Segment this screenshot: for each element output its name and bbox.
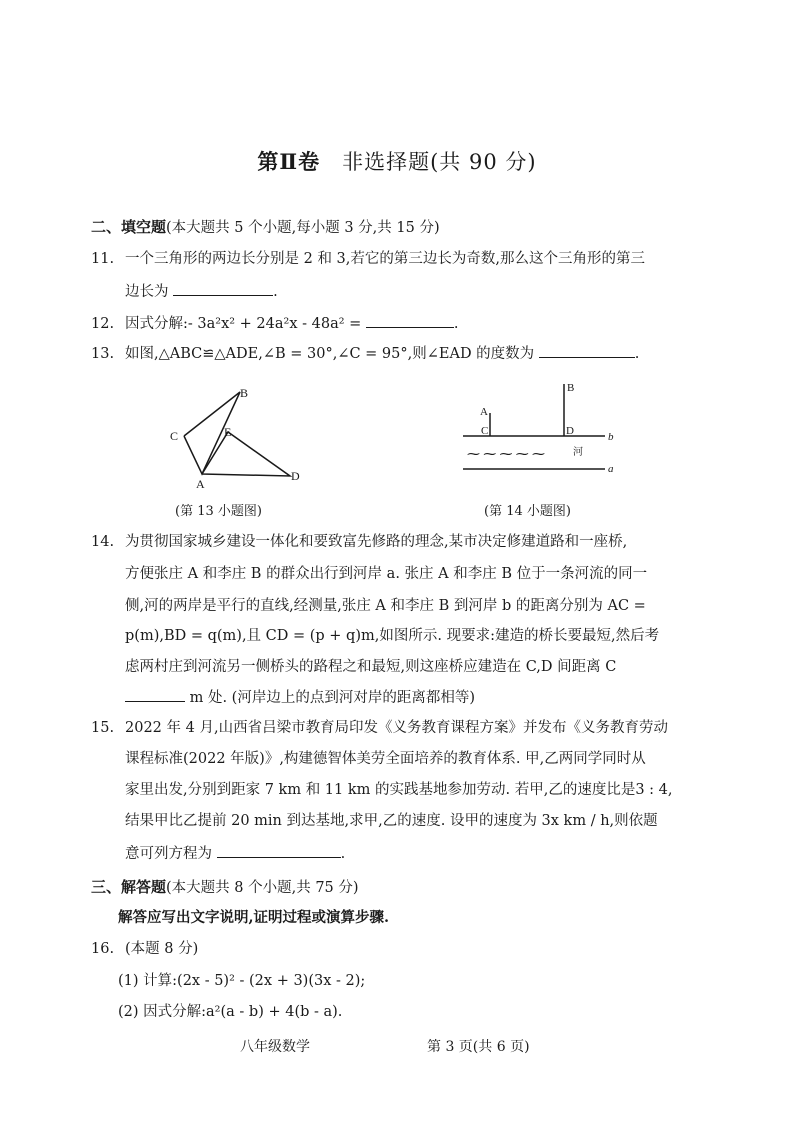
figure-13-caption: (第 13 小题图)	[175, 504, 262, 519]
question-15-line2: 课程标准(2022 年版)》,构建德智体美劳全面培养的教育体系. 甲,乙两同学同时从	[125, 751, 646, 767]
triangle-abc	[184, 392, 240, 474]
figure-14	[455, 378, 625, 478]
title-part: 第Ⅱ卷	[257, 149, 321, 174]
river-waves: ⁓ ⁓ ⁓ ⁓ ⁓	[467, 446, 545, 461]
question-text: .	[340, 846, 346, 862]
section-3-instruction: 解答应写出文字说明,证明过程或演算步骤.	[118, 909, 390, 926]
label-c: C	[170, 429, 179, 443]
question-text: .	[453, 316, 459, 332]
question-14	[91, 532, 627, 552]
answer-blank[interactable]	[539, 343, 635, 358]
label-c: C	[481, 425, 489, 437]
question-number: 11.	[91, 251, 115, 267]
question-text: m 处. (河岸边上的点到河对岸的距离都相等)	[189, 690, 475, 706]
question-11	[91, 249, 645, 269]
question-14-line6	[125, 687, 475, 708]
section-3-title: 三、解答题	[91, 878, 167, 896]
question-text: 意可列方程为	[125, 846, 212, 862]
answer-blank[interactable]	[173, 281, 273, 296]
page-title	[0, 146, 794, 176]
section-2-note: (本大题共 5 个小题,每小题 3 分,共 15 分)	[166, 220, 440, 236]
label-e: E	[224, 425, 232, 439]
question-text: 2022 年 4 月,山西省吕梁市教育局印发《义务教育课程方案》并发布《义务教育劳动	[125, 720, 669, 736]
question-text: 如图,△ABC≌△ADE,∠B = 30°,∠C = 95°,则∠EAD 的度数为	[125, 346, 535, 362]
question-16	[91, 939, 198, 959]
question-14-line3: 侧,河的两岸是平行的直线,经测量,张庄 A 和李庄 B 到河岸 b 的距离分别为 AC =	[125, 598, 646, 614]
question-number: 15.	[91, 720, 115, 736]
answer-blank[interactable]	[125, 687, 185, 702]
section-3-heading	[91, 876, 359, 897]
question-text: 因式分解:- 3a²x² + 24a²x - 48a² =	[125, 316, 362, 332]
question-14-line2: 方便张庄 A 和李庄 B 的群众出行到河岸 a. 张庄 A 和李庄 B 位于一条河流的同一	[125, 566, 648, 582]
section-2-heading	[91, 216, 440, 237]
section-3-note: (本大题共 8 个小题,共 75 分)	[166, 880, 359, 896]
label-b: B	[240, 386, 249, 400]
question-number: 16.	[91, 941, 115, 957]
label-a: A	[196, 477, 205, 490]
label-b-bank: b	[608, 431, 614, 443]
label-a-bank: a	[608, 463, 614, 475]
question-text: 为贯彻国家城乡建设一体化和要致富先修路的理念,某市决定修建道路和一座桥,	[125, 534, 628, 550]
question-11-line2	[125, 281, 278, 302]
question-14-line4: p(m),BD = q(m),且 CD = (p + q)m,如图所示. 现要求:建造的桥长要最短,然后考	[125, 628, 660, 644]
question-text: (本题 8 分)	[125, 941, 199, 957]
question-text: .	[273, 284, 278, 300]
question-16-part1: (1) 计算:(2x - 5)² - (2x + 3)(3x - 2);	[118, 973, 366, 989]
figure-13	[160, 380, 320, 490]
question-number: 12.	[91, 316, 115, 332]
question-text: 一个三角形的两边长分别是 2 和 3,若它的第三边长为奇数,那么这个三角形的第三	[125, 251, 645, 267]
question-15-line5	[125, 843, 345, 864]
label-d: D	[566, 425, 574, 437]
question-15-line3: 家里出发,分别到距家 7 km 和 11 km 的实践基地参加劳动. 若甲,乙的速度比是3 : 4,	[125, 782, 673, 798]
question-text: .	[634, 346, 640, 362]
triangle-ade	[202, 432, 290, 476]
answer-blank[interactable]	[217, 843, 341, 858]
question-number: 13.	[91, 346, 115, 362]
figure-14-caption: (第 14 小题图)	[484, 504, 571, 519]
footer-page: 第 3 页(共 6 页)	[427, 1039, 530, 1055]
question-15-line4: 结果甲比乙提前 20 min 到达基地,求甲,乙的速度. 设甲的速度为 3x km / h,则依题	[125, 813, 658, 829]
answer-blank[interactable]	[366, 313, 454, 328]
question-number: 14.	[91, 534, 115, 550]
label-d: D	[291, 469, 300, 483]
title-name: 非选择题(共 90 分)	[342, 150, 537, 174]
label-b: B	[567, 382, 575, 394]
question-12	[91, 313, 459, 334]
question-text: 边长为	[125, 284, 169, 300]
question-16-part2: (2) 因式分解:a²(a - b) + 4(b - a).	[118, 1004, 343, 1020]
question-13	[91, 343, 639, 364]
question-14-line5: 虑两村庄到河流另一侧桥头的路程之和最短,则这座桥应建造在 C,D 间距离 C	[125, 659, 617, 675]
label-river: 河	[573, 447, 583, 458]
footer-subject: 八年级数学	[240, 1039, 310, 1055]
section-2-title: 二、填空题	[91, 218, 167, 236]
label-a: A	[480, 406, 488, 418]
question-15	[91, 718, 668, 738]
